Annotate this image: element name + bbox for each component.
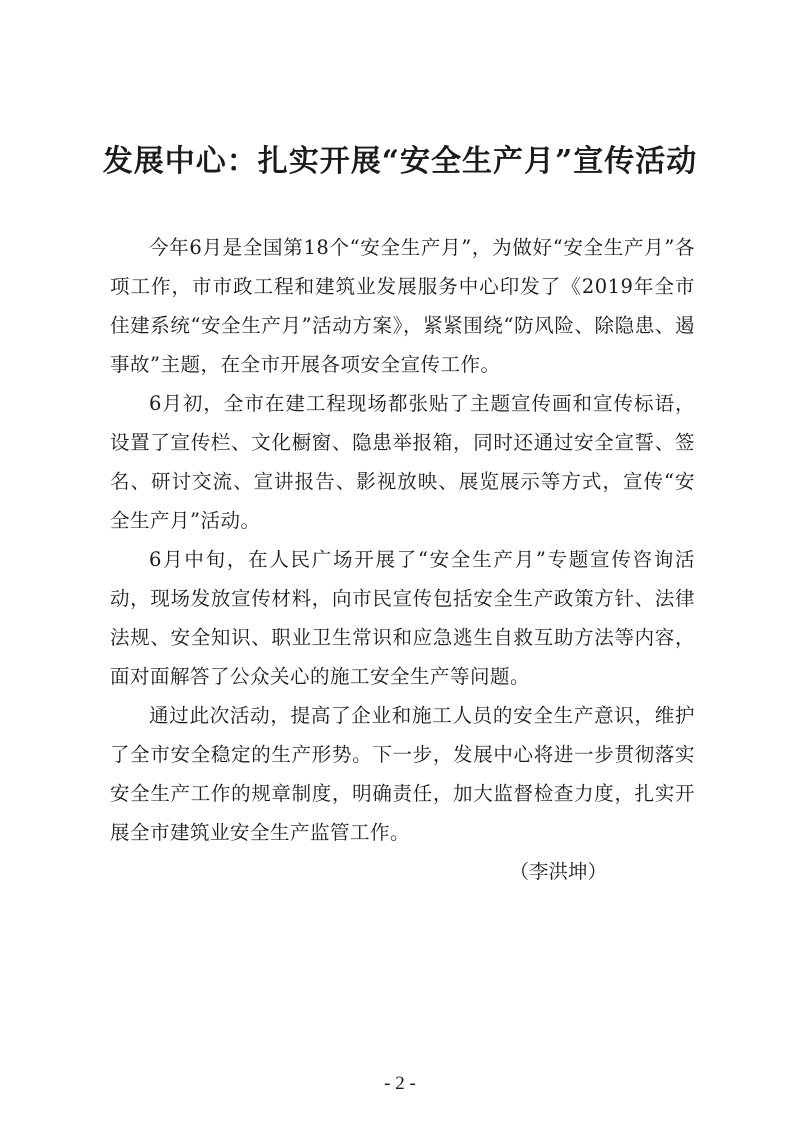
page-number: - 2 - [384, 1073, 416, 1094]
author-signature: （李洪坤） [509, 860, 607, 883]
document-title: 发展中心：扎实开展“安全生产月”宣传活动 [102, 144, 698, 179]
paragraph-2: 6月初，全市在建工程现场都张贴了主题宣传画和宣传标语，设置了宣传栏、文化橱窗、隐患举报箱，同时还通过安全宣誓、签名、研讨交流、宣讲报告、影视放映、展览展示等方式，宣传“安全生产月”活动。 [110, 392, 695, 532]
paragraph-3: 6月中旬，在人民广场开展了“安全生产月”专题宣传咨询活动，现场发放宣传材料，向市民宣传包括安全生产政策方针、法律法规、安全知识、职业卫生常识和应急逃生自救互助方法等内容，面对面解答了公众关心的施工安全生产等问题。 [110, 548, 695, 688]
article-body [110, 228, 695, 891]
paragraph-4: 通过此次活动，提高了企业和施工人员的安全生产意识，维护了全市安全稳定的生产形势。下一步，发展中心将进一步贯彻落实安全生产工作的规章制度，明确责任，加大监督检查力度，扎实开展全市建筑业安全生产监管工作。 [110, 704, 695, 844]
paragraph-1: 今年6月是全国第18个“安全生产月”，为做好“安全生产月”各项工作，市市政工程和建筑业发展服务中心印发了《2019年全市住建系统“安全生产月”活动方案》，紧紧围绕“防风险、除隐患、遏事故”主题，在全市开展各项安全宣传工作。 [110, 236, 695, 376]
